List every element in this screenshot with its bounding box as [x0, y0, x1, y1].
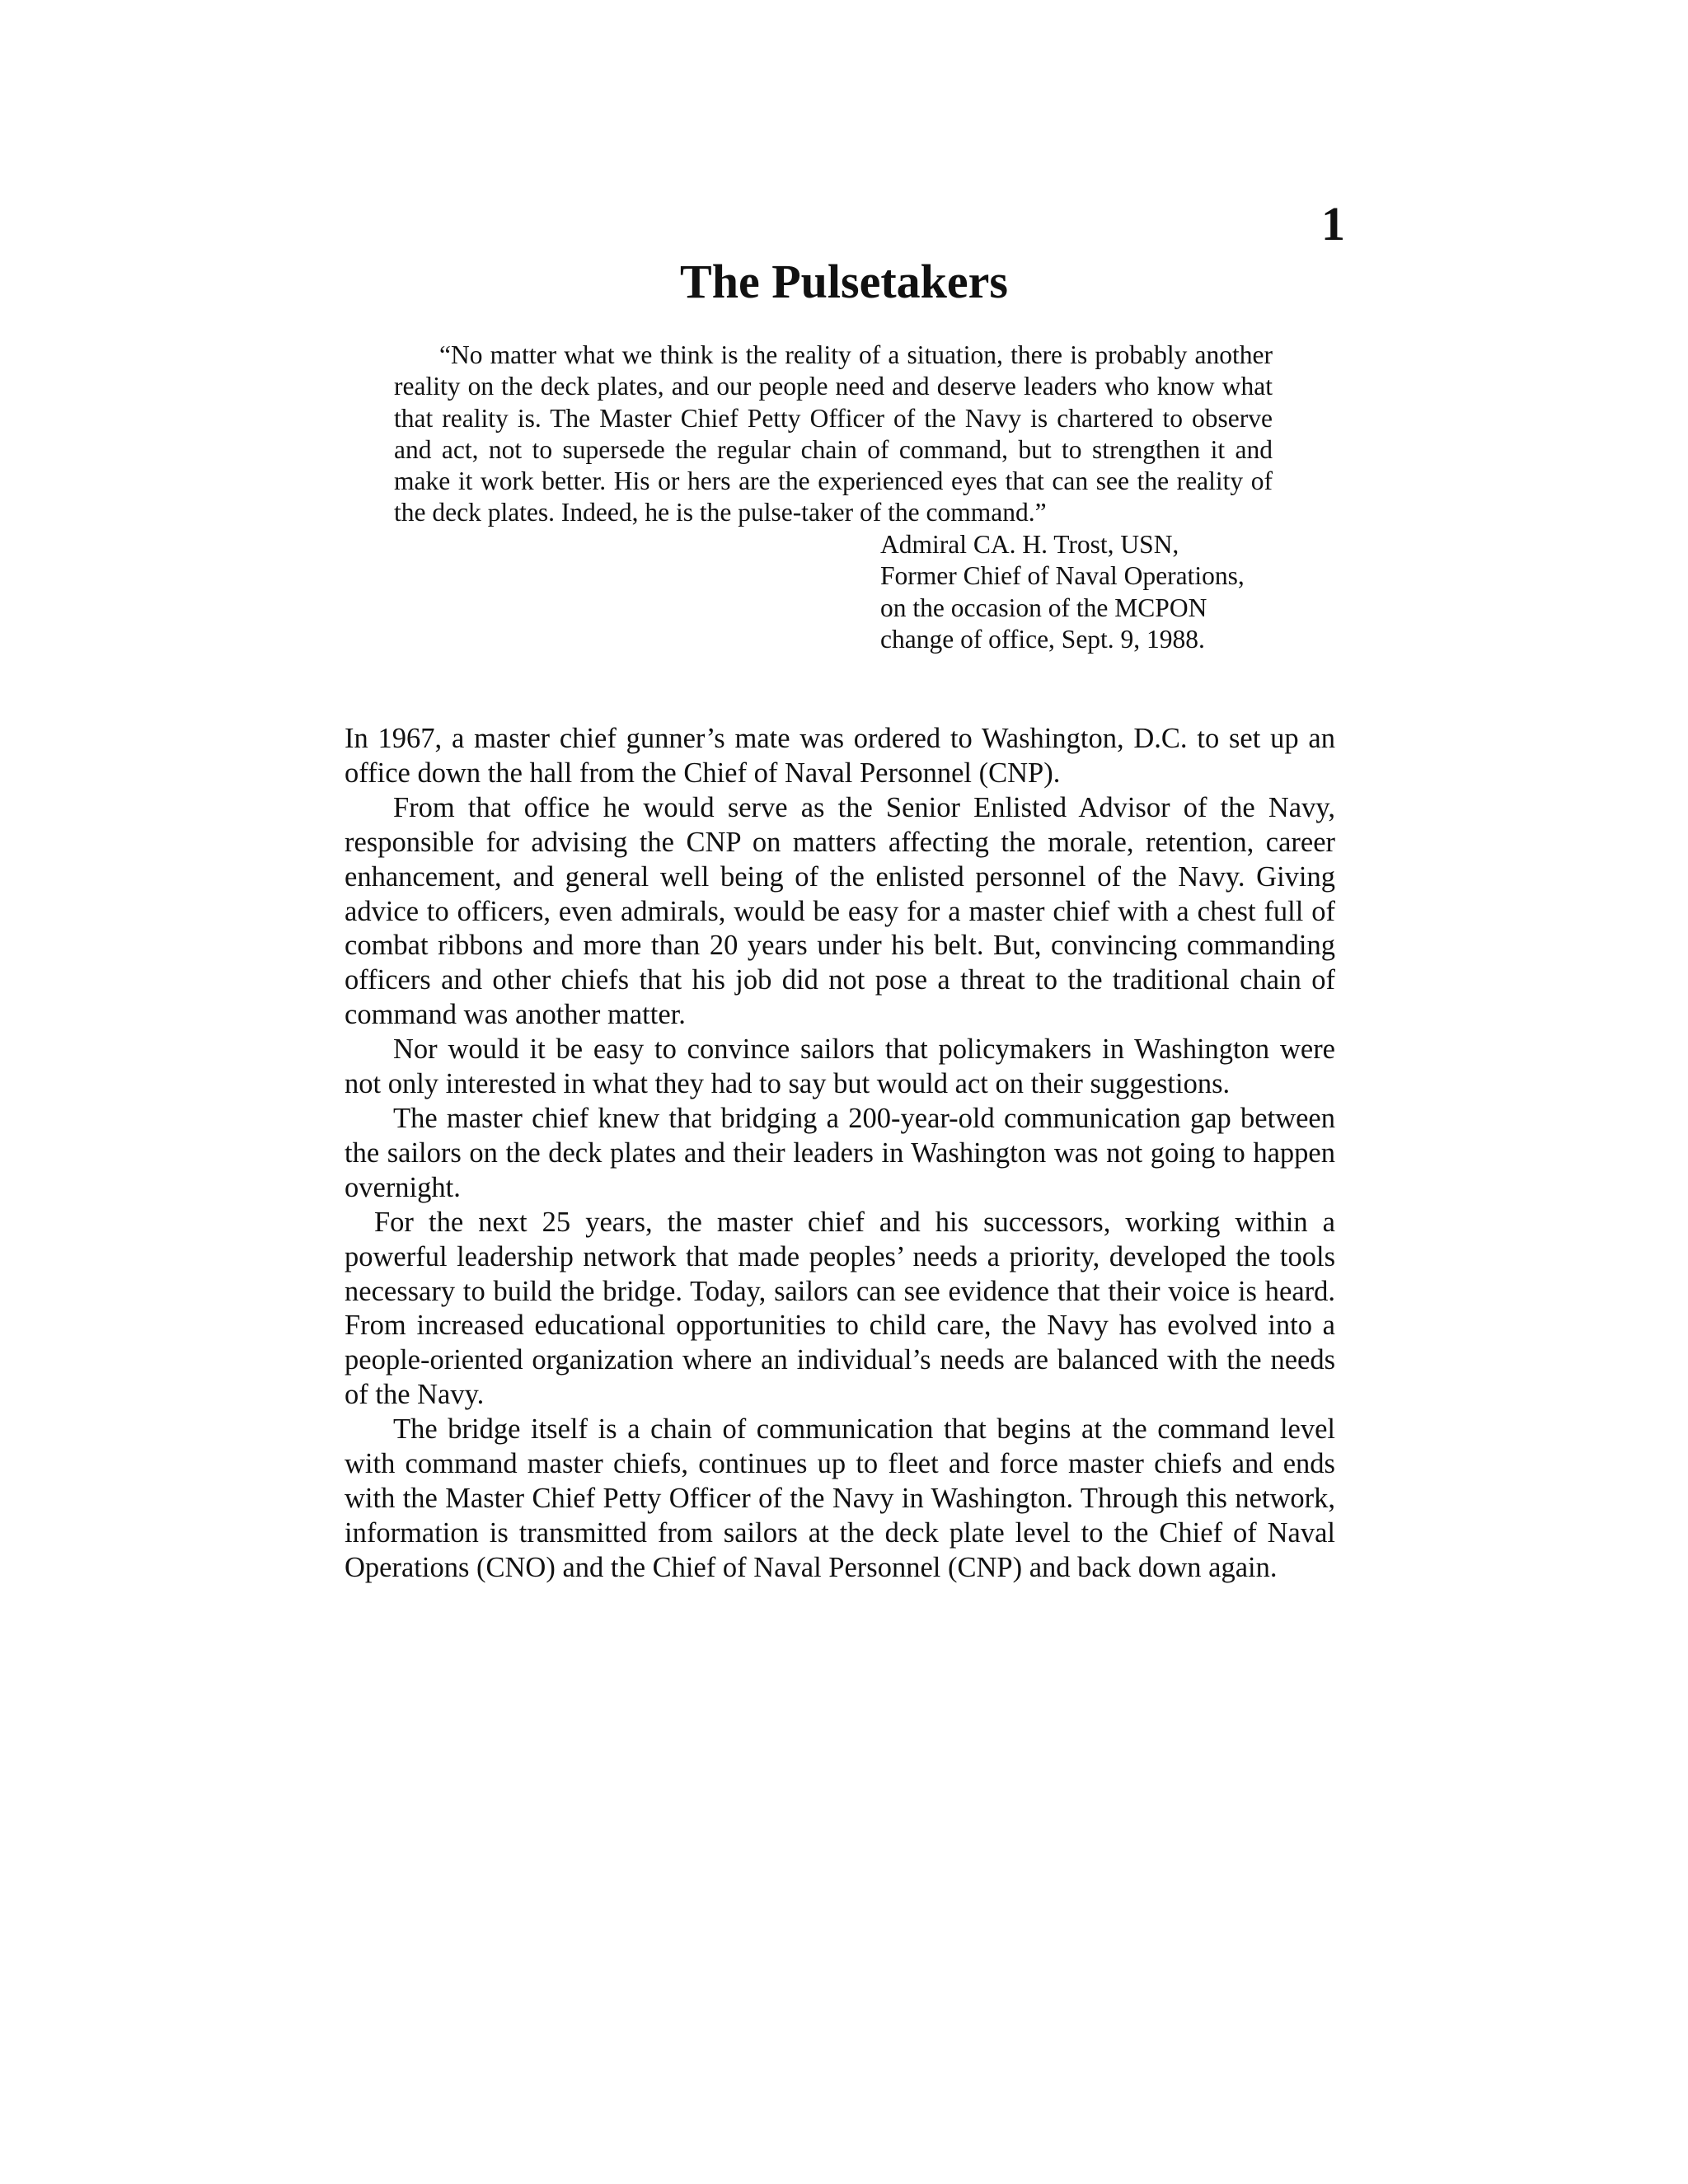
- attribution-line: on the occasion of the MCPON: [880, 593, 1207, 622]
- epigraph: [394, 340, 1273, 656]
- body-text: [345, 722, 1335, 1586]
- body-paragraph: From that office he would serve as the Senior Enlisted Advisor of the Navy, responsible for advising the CNP on matters affecting the morale, retention, career enhancement, and general well being of the enlisted personnel of the Navy. Giving advice to officers, even admirals, would be easy for a master chief with a chest full of combat ribbons and more than 20 years under his belt. But, convincing commanding officers and other chiefs that his job did not pose a threat to the traditional chain of command was another matter.: [345, 791, 1335, 1031]
- body-paragraph: In 1967, a master chief gunner’s mate was ordered to Washington, D.C. to set up an office down the hall from the Chief of Naval Personnel (CNP).: [345, 723, 1335, 789]
- chapter-number: 1: [1321, 197, 1345, 251]
- chapter-title: The Pulsetakers: [680, 255, 1008, 308]
- epigraph-attribution: [880, 529, 1273, 656]
- body-paragraph: Nor would it be easy to convince sailors that policymakers in Washington were not only interested in what they had to say but would act on their suggestions.: [345, 1033, 1335, 1100]
- epigraph-quote: “No matter what we think is the reality of a situation, there is probably another reality on the deck plates, and our people need and deserve leaders who know what that reality is. The Master Chief Petty Officer of the Navy is chartered to observe and act, not to supersede the regular chain of command, but to strengthen it and make it work better. His or hers are the experienced eyes that can see the reality of the deck plates. Indeed, he is the pulse-taker of the command.”: [394, 340, 1273, 527]
- attribution-line: Former Chief of Naval Operations,: [880, 561, 1245, 591]
- body-paragraph: For the next 25 years, the master chief and his successors, working within a powerful leadership network that made peoples’ needs a priority, developed the tools necessary to build the bridge. Today, sailors can see evidence that their voice is heard. From increased educational opportunities to child care, the Navy has evolved into a people-oriented organization where an individual’s needs are balanced with the needs of the Navy.: [345, 1206, 1335, 1411]
- body-paragraph: The bridge itself is a chain of communication that begins at the command level with command master chiefs, continues up to fleet and force master chiefs and ends with the Master Chief Petty Officer of the Navy in Washington. Through this network, information is transmitted from sailors at the deck plate level to the Chief of Naval Operations (CNO) and the Chief of Naval Personnel (CNP) and back down again.: [345, 1413, 1335, 1583]
- attribution-line: change of office, Sept. 9, 1988.: [880, 625, 1205, 654]
- body-paragraph: The master chief knew that bridging a 200-year-old communication gap between the sailors on the deck plates and their leaders in Washington was not going to happen overnight.: [345, 1102, 1335, 1203]
- attribution-line: Admiral CA. H. Trost, USN,: [880, 529, 1179, 559]
